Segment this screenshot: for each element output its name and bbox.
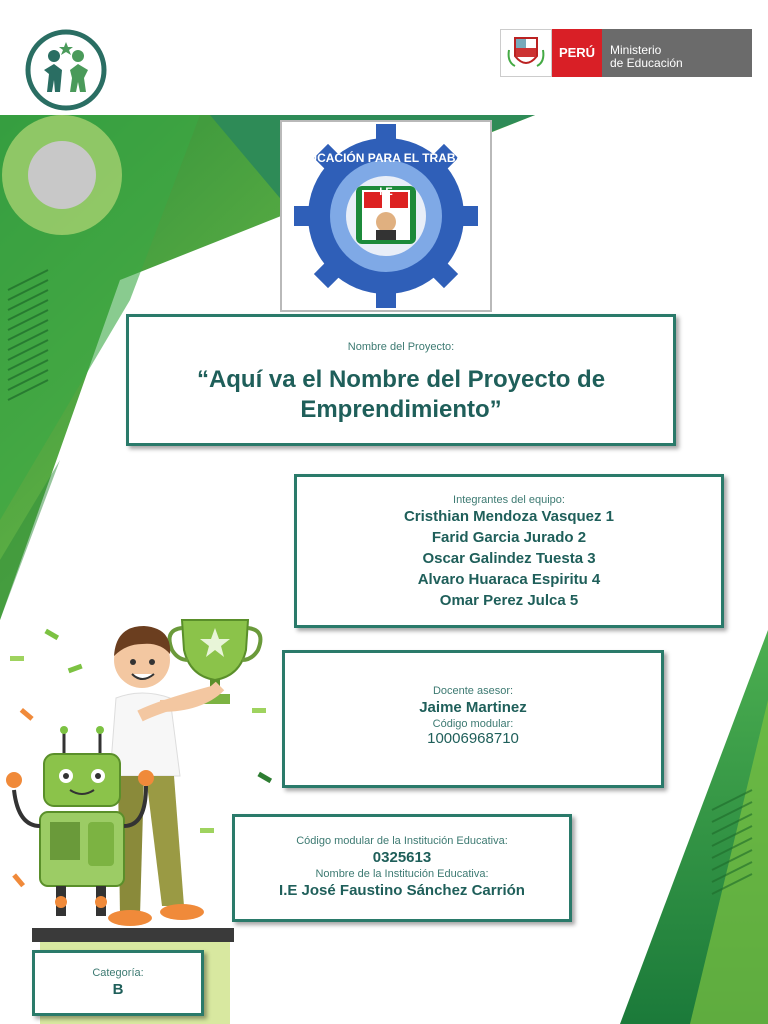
advisor-name: Jaime Martinez [419,699,527,716]
logo-ring-text: EDUCACIÓN PARA EL TRABAJO [291,151,481,165]
logo-badge-text: I E [379,186,393,198]
children-logo-icon [22,28,110,112]
institution-name: I.E José Faustino Sánchez Carrión [279,882,525,899]
pedestal-top [32,928,234,942]
ministry-line-1: Ministerio [610,43,662,57]
peru-label: PERÚ [552,29,602,77]
advisor-code-label: Código modular: [432,718,514,730]
team-member: Oscar Galindez Tuesta 3 [422,550,596,567]
ministry-line-2: de Educación [610,56,683,70]
category-value: B [112,981,124,998]
team-label: Integrantes del equipo: [453,494,565,506]
team-member: Omar Perez Julca 5 [439,592,579,609]
robot-illustration [4,726,154,930]
team-member: Farid Garcia Jurado 2 [431,529,587,546]
peru-coat-of-arms-icon [500,29,552,77]
project-title-line-2: Emprendimiento” [300,396,502,423]
institution-code-label: Código modular de la Institución Educativa: [296,835,508,847]
team-member: Cristhian Mendoza Vasquez 1 [403,508,615,525]
category-box [32,950,204,1016]
team-box [294,474,724,628]
gear-emblem-icon [282,122,490,310]
institution-logo [280,120,492,312]
project-title-line-1: “Aquí va el Nombre del Proyecto de [196,366,606,393]
team-member: Alvaro Huaraca Espiritu 4 [417,571,601,588]
ministry-name [602,29,752,77]
category-label: Categoría: [92,967,144,979]
advisor-label: Docente asesor: [432,685,514,697]
advisor-code: 10006968710 [427,730,519,747]
institution-box [232,814,572,922]
advisor-box [282,650,664,788]
project-name-box [126,314,676,446]
institution-name-label: Nombre de la Institución Educativa: [315,868,489,880]
institution-code: 0325613 [372,849,432,866]
project-name-label: Nombre del Proyecto: [347,341,455,353]
